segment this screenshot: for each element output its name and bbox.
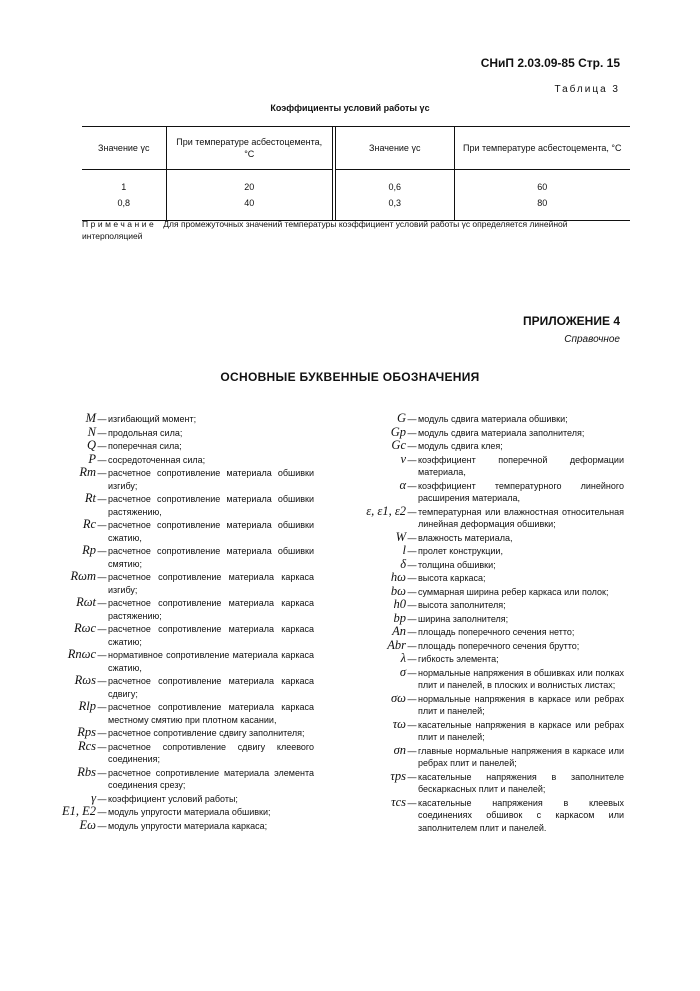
notation-item: Rm — расчетное сопротивление материала обшивки изгибу; (52, 466, 314, 492)
appendix-subtitle: Справочное (564, 334, 620, 345)
notation-symbol: ν (400, 451, 406, 466)
table-number: Таблица 3 (554, 84, 620, 95)
notation-item: ν — коэффициент поперечной деформации материала, (352, 453, 624, 479)
notation-item: Rp — расчетное сопротивление материала обшивки смятию; (52, 544, 314, 570)
notation-description: продольная сила; (108, 427, 183, 438)
notation-item: Rωm — расчетное сопротивление материала каркаса изгибу; (52, 570, 314, 596)
notation-description: расчетное сопротивление материала элемента соединения срезу; (108, 767, 314, 790)
notation-item: λ — гибкость элемента; (352, 652, 624, 666)
notation-symbol: Eω (79, 817, 96, 832)
notation-description: расчетное сопротивление сдвигу заполнителя; (108, 728, 305, 738)
notation-description: расчетное сопротивление материала каркаса сдвигу; (108, 676, 314, 699)
notation-item: τcs — касательные напряжения в клеевых соединениях обшивок с каркасом или заполнителем плит и панелей. (352, 796, 624, 835)
notation-symbol: λ (400, 651, 406, 665)
notation-item: τω — касательные напряжения в каркасе или ребрах плит и панелей; (352, 718, 624, 744)
notation-description: толщина обшивки; (418, 559, 496, 570)
notation-symbol: Rbs (77, 764, 96, 779)
table-cell: 20 (166, 170, 334, 196)
notation-item: Rps — расчетное сопротивление сдвигу заполнителя; (52, 726, 314, 740)
notation-description: суммарная ширина ребер каркаса или полок; (418, 586, 609, 597)
note-text: Для промежуточных значений температуры коэффициент условий работы γc определяется линейной интерполяцией (82, 219, 568, 241)
table-cell: 60 (454, 170, 630, 196)
notation-description: расчетное сопротивление материала обшивки изгибу; (108, 468, 314, 491)
notation-symbol: Rωs (74, 673, 96, 687)
notation-item: Rcs — расчетное сопротивление сдвигу клеевого соединения; (52, 740, 314, 766)
notation-item: h0 — высота заполнителя; (352, 598, 624, 612)
notation-item: Rc — расчетное сопротивление материала обшивки сжатию, (52, 518, 314, 544)
notation-symbol: δ (400, 556, 406, 571)
notation-description: модуль сдвига клея; (418, 441, 503, 451)
notation-item: hω — высота каркаса; (352, 571, 624, 585)
notation-symbol: Rωt (76, 595, 96, 609)
notation-symbol: γ (91, 790, 96, 805)
notation-symbol: α (399, 477, 406, 492)
notation-symbol: τcs (391, 794, 406, 809)
notation-description: нормальные напряжения в обшивках или полках плит и панелей, в плоских и волнистых листах; (418, 667, 624, 690)
notation-symbol: τps (390, 768, 406, 783)
table-cell: 0,8 (117, 198, 130, 208)
notation-item: bω — суммарная ширина ребер каркаса или полок; (352, 585, 624, 599)
notation-description: модуль сдвига материала заполнителя; (418, 427, 585, 438)
notation-description: расчетное сопротивление материала каркаса растяжению; (108, 598, 314, 621)
notation-symbol: bp (393, 610, 406, 625)
notation-item: ε, ε1, ε2 — температурная или влажностная относительная линейная деформация обшивки; (352, 505, 624, 531)
notation-description: расчетное сопротивление материала обшивки смятию; (108, 546, 314, 569)
notation-item: Rbs — расчетное сопротивление материала элемента соединения срезу; (52, 766, 314, 792)
notation-item: P — сосредоточенная сила; (52, 453, 314, 467)
table-cell: 0,6 (334, 170, 454, 196)
notation-item: σn — главные нормальные напряжения в каркасе или ребрах плит и панелей; (352, 744, 624, 770)
notation-description: пролет конструкции, (418, 546, 503, 556)
note-prefix: Примечание (82, 219, 157, 229)
table-cell: 0,3 (334, 195, 454, 220)
notation-item: Rωs — расчетное сопротивление материала каркаса сдвигу; (52, 674, 314, 700)
notation-description: нормативное сопротивление материала каркаса сжатию, (108, 650, 314, 673)
notation-symbol: σ (399, 664, 406, 679)
notation-symbol: Q (86, 438, 96, 452)
table-row (82, 170, 630, 196)
notation-symbol: N (87, 424, 96, 439)
notation-symbol: E1, E2 (61, 804, 96, 818)
notation-symbol: hω (390, 570, 406, 584)
notation-item: Q — поперечная сила; (52, 439, 314, 453)
table-header-cell: При температуре асбестоцемента, °С (454, 127, 630, 170)
notation-description: влажность материала, (418, 532, 513, 543)
notation-item: γ — коэффициент условий работы; (52, 792, 314, 806)
notation-symbol: ε, ε1, ε2 (366, 503, 406, 518)
notation-item: Abr — площадь поперечного сечения брутто; (352, 639, 624, 653)
table-caption: Коэффициенты условий работы γc (270, 103, 430, 113)
notation-symbol: Rnωc (67, 647, 96, 661)
notation-description: модуль сдвига материала обшивки; (418, 414, 568, 424)
table-cell: 80 (454, 195, 630, 220)
notation-item: W — влажность материала, (352, 531, 624, 545)
notation-symbol: σn (393, 742, 406, 757)
notation-description: расчетное сопротивление материала каркаса сжатию; (108, 624, 314, 647)
notation-symbol: Rt (84, 491, 96, 505)
notation-symbol: Rlp (78, 699, 96, 713)
notation-symbol: An (392, 624, 406, 638)
table-note (82, 218, 630, 242)
notation-description: касательные напряжения в заполнителе бескаркасных плит и панелей; (418, 771, 624, 794)
notation-description: расчетное сопротивление материала обшивки растяжению, (108, 494, 314, 517)
page-header: СНиП 2.03.09-85 Стр. 15 (480, 56, 620, 70)
notation-description: площадь поперечного сечения брутто; (418, 640, 580, 651)
notation-description: расчетное сопротивление материала каркаса изгибу; (108, 572, 314, 595)
notation-item: M — изгибающий момент; (52, 412, 314, 426)
notation-item: δ — толщина обшивки; (352, 558, 624, 572)
notation-item: σ — нормальные напряжения в обшивках или полках плит и панелей, в плоских и волнистых листах; (352, 666, 624, 692)
notation-description: коэффициент поперечной деформации материала, (418, 454, 624, 477)
notation-description: модуль упругости материала каркаса; (108, 820, 268, 831)
notation-item: Gp — модуль сдвига материала заполнителя; (352, 426, 624, 440)
section-title: ОСНОВНЫЕ БУКВЕННЫЕ ОБОЗНАЧЕНИЯ (220, 370, 480, 384)
notation-description: касательные напряжения в клеевых соединениях обшивок с каркасом или заполнителем плит и панелей. (418, 797, 624, 833)
notation-description: изгибающий момент; (108, 414, 197, 424)
table-header-cell: Значение γc (334, 127, 454, 170)
table-cell: 40 (166, 195, 334, 220)
notation-item: l — пролет конструкции, (352, 544, 624, 558)
notation-item: Rωt — расчетное сопротивление материала каркаса растяжению; (52, 596, 314, 622)
notation-list-right (352, 412, 624, 834)
notation-item: Rnωc — нормативное сопротивление материала каркаса сжатию, (52, 648, 314, 674)
notation-description: коэффициент условий работы; (108, 793, 238, 804)
notation-symbol: Gp (390, 424, 406, 439)
notation-description: поперечная сила; (108, 441, 182, 451)
appendix-title: ПРИЛОЖЕНИЕ 4 (522, 314, 620, 328)
notation-description: высота заполнителя; (418, 600, 506, 610)
notation-item: Rt — расчетное сопротивление материала обшивки растяжению, (52, 492, 314, 518)
notation-description: расчетное сопротивление материала каркаса местному смятию при плотном касании, (108, 702, 314, 725)
table-row (82, 195, 630, 220)
table-header-cell: При температуре асбестоцемента, °С (166, 127, 334, 170)
notation-description: главные нормальные напряжения в каркасе или ребрах плит и панелей; (418, 745, 624, 768)
notation-symbol: W (395, 529, 406, 544)
coefficients-table (82, 126, 630, 221)
notation-symbol: h0 (393, 597, 406, 611)
notation-description: температурная или влажностная относительная линейная деформация обшивки; (418, 506, 624, 529)
notation-item: σω — нормальные напряжения в каркасе или ребрах плит и панелей; (352, 692, 624, 718)
notation-symbol: M (85, 411, 96, 425)
notation-description: площадь поперечного сечения нетто; (418, 627, 575, 637)
notation-symbol: Rωc (73, 621, 96, 635)
notation-symbol: Gc (391, 438, 406, 452)
notation-symbol: σω (391, 690, 406, 705)
notation-symbol: G (396, 411, 406, 425)
notation-description: высота каркаса; (418, 573, 486, 583)
notation-symbol: Rp (82, 543, 96, 557)
notation-symbol: Rm (79, 465, 96, 479)
notation-symbol: P (88, 451, 96, 466)
notation-description: нормальные напряжения в каркасе или ребрах плит и панелей; (418, 693, 624, 716)
notation-item: bp — ширина заполнителя; (352, 612, 624, 626)
notation-symbol: Abr (387, 637, 406, 652)
notation-description: модуль упругости материала обшивки; (108, 807, 271, 817)
table-cell: 1 (121, 182, 127, 192)
notation-description: расчетное сопротивление сдвигу клеевого соединения; (108, 741, 314, 764)
notation-symbol: bω (390, 583, 406, 598)
notation-list-left (52, 412, 314, 832)
notation-item: N — продольная сила; (52, 426, 314, 440)
notation-item: Eω — модуль упругости материала каркаса; (52, 819, 314, 833)
notation-description: расчетное сопротивление материала обшивки сжатию, (108, 520, 314, 543)
notation-symbol: Rcs (77, 738, 96, 753)
notation-item: Gc — модуль сдвига клея; (352, 439, 624, 453)
notation-symbol: l (402, 543, 406, 557)
notation-description: коэффициент температурного линейного расширения материала, (418, 480, 624, 503)
notation-description: сосредоточенная сила; (108, 454, 206, 465)
notation-description: ширина заполнителя; (418, 613, 509, 624)
notation-symbol: τω (392, 716, 406, 731)
notation-description: касательные напряжения в каркасе или ребрах плит и панелей; (418, 719, 624, 742)
notation-item: Rlp — расчетное сопротивление материала каркаса местному смятию при плотном касании, (52, 700, 314, 726)
notation-item: An — площадь поперечного сечения нетто; (352, 625, 624, 639)
notation-item: E1, E2 — модуль упругости материала обшивки; (52, 805, 314, 819)
notation-symbol: Rωm (70, 569, 96, 583)
notation-item: Rωc — расчетное сопротивление материала каркаса сжатию; (52, 622, 314, 648)
notation-item: α — коэффициент температурного линейного расширения материала, (352, 479, 624, 505)
notation-item: τps — касательные напряжения в заполнителе бескаркасных плит и панелей; (352, 770, 624, 796)
notation-symbol: Rc (82, 517, 96, 531)
notation-symbol: Rps (77, 725, 96, 739)
table-header-cell: Значение γc (82, 127, 166, 170)
notation-description: гибкость элемента; (418, 654, 499, 664)
notation-item: G — модуль сдвига материала обшивки; (352, 412, 624, 426)
